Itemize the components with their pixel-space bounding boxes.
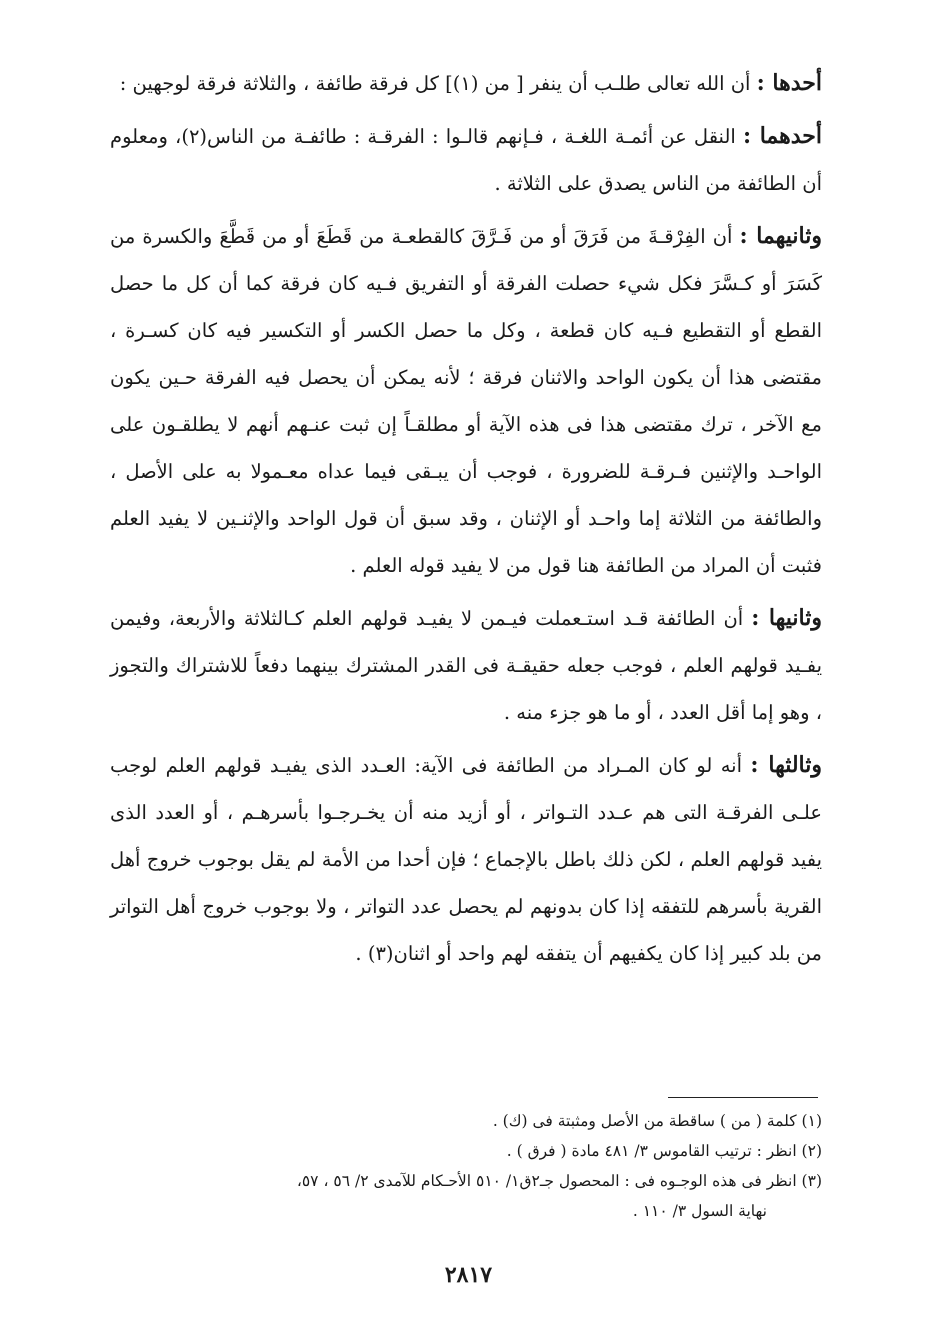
paragraph-text: أن الطائفة قـد استـعملت فيـمن لا يفيـد قولهم العلم كـالثلاثة والأربعة، وفيمن يفـيد قولهم العلم ، فوجب جعله حقيقـة فى القدر المشترك بينهما دفعاً للاشتراك والتجوز ، وهو إما أقل العدد ، أو ما هو جزء منه .: [110, 607, 822, 724]
footnotes: [110, 1106, 822, 1226]
paragraph-lead: وثانيهما :: [739, 223, 822, 249]
paragraph-5: [110, 742, 822, 977]
paragraph-lead: أحدها :: [756, 70, 822, 96]
paragraph-4: [110, 595, 822, 736]
paragraph-text: أن الفِرْقـةَ من فَرَقَ أو من فَـرَّقَ كالقطعـة من قَطَعَ أو من قَطَّعَ والكسرة من كَسَرَ أو كـسَّرَ فكل شيء حصلت الفرقة أو التفريق فـيه كان فرقة كما أن كل ما حصل القطع أو التقطيع فـيه كان قطعة ، وكل ما حصل الكسر أو التكسير فيه كان كسـرة ، مقتضى هذا أن يكون الواحد والاثنان فرقة ؛ لأنه يمكن أن يحصل فيه الفرقة حـين يكون مع الآخر ، ترك مقتضى هذا فى هذه الآية أو مطلقـاً إن ثبت عنـهم أنهم لا يطلقـون على الواحـد والإثنين فـرقـة للضرورة ، فوجب أن يبـقى فيما عداه معـمولا به على الأصل ، والطائفة من الثلاثة إما واحـد أو الإثنان ، وقد سبق أن قول الواحد والإثنـين لا يفيد العلم فثبت أن المراد من الطائفة هنا قول من لا يفيد قوله العلم .: [110, 225, 823, 577]
paragraph-text: النقل عن أئمـة اللغـة ، فـإنهم قالـوا : الفرقـة : طائفـة من الناس(٢)، ومعلوم أن الطائفة من الناس يصدق على الثلاثة .: [110, 125, 822, 195]
paragraph-lead: وثانيها :: [751, 605, 822, 631]
paragraph-1: [110, 60, 822, 107]
footnote-3: (٣) انظر فى هذه الوجـوه فى : المحصول جـ٢ق١/ ٥١٠ الأحـكام للآمدى ٢/ ٥٦ ، ٥٧،: [296, 1172, 822, 1190]
page-number: ٢٨١٧: [444, 1262, 493, 1288]
paragraph-text: أنه لو كان المـراد من الطائفة فى الآية: العـدد الذى يفيـد قولهم العلم لوجب علـى الفرقـة التى هم عـدد التـواتر ، أو أزيد منه أن يخـرجـوا بأسرهـم ، أو العدد الذى يفيد قولهم العلم ، لكن ذلك باطل بالإجماع ؛ فإن أحدا من الأمة لم يقل بوجوب خروج أهل القرية بأسرهم للتفقه إذا كان بدونهم لم يحصل عدد التواتر ، ولا بوجوب خروج أهل التواتر من بلد كبير إذا كان يكفيهم أن يتفقه لهم واحد أو اثنان(٣) .: [110, 754, 822, 965]
paragraph-2: [110, 113, 822, 207]
footnote-divider: [668, 1097, 818, 1098]
paragraph-lead: وثالثها :: [750, 752, 823, 778]
footnote-2: (٢) انظر : ترتيب القاموس ٣/ ٤٨١ مادة ( فرق ) .: [506, 1142, 822, 1160]
page-body: [110, 60, 822, 983]
footnote-3-continuation: نهاية السول ٣/ ١١٠ .: [632, 1202, 767, 1220]
paragraph-text: أن الله تعالى طلـب أن ينفر [ من (١)] كل فرقة طائفة ، والثلاثة فرقة لوجهين :: [119, 72, 757, 95]
footnote-1: (١) كلمة ( من ) ساقطة من الأصل ومثبتة فى (ك) .: [492, 1112, 822, 1130]
paragraph-lead: أحدهما :: [742, 123, 822, 149]
paragraph-3: [110, 213, 822, 589]
